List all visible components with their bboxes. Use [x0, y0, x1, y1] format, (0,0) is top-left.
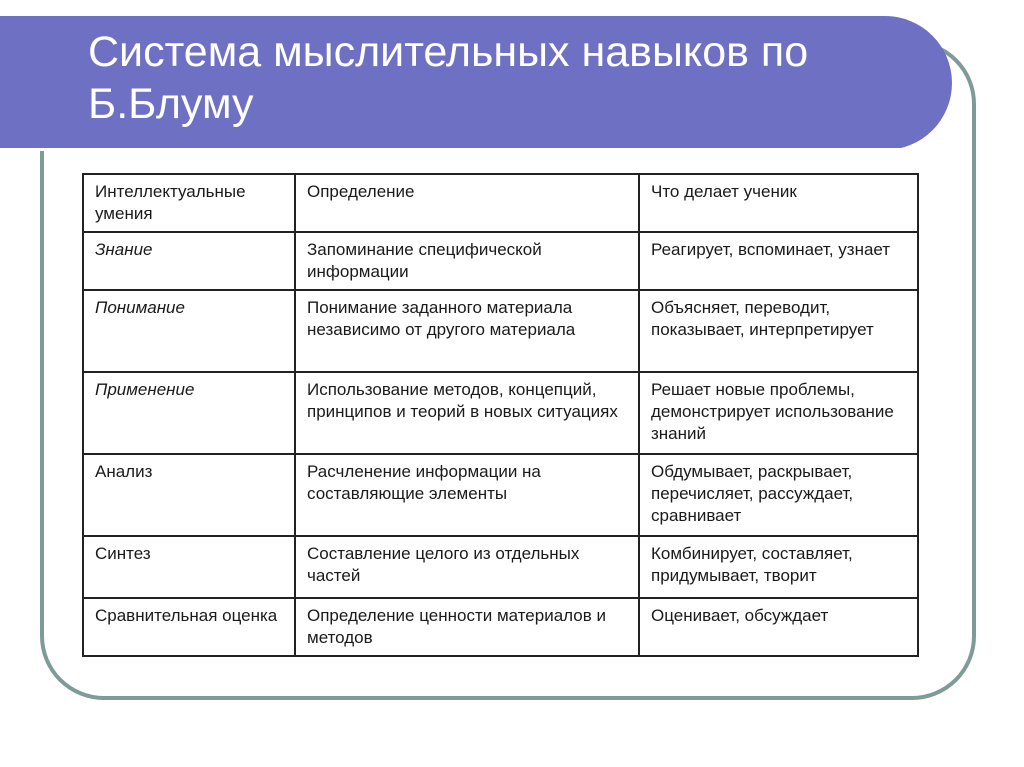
table-row — [83, 454, 918, 536]
header-student-actions: Что делает ученик — [639, 174, 918, 232]
skill-cell: Понимание — [83, 290, 295, 372]
table-row — [83, 598, 918, 656]
definition-cell: Запоминание специфической информации — [295, 232, 639, 290]
student-actions-cell: Оценивает, обсуждает — [639, 598, 918, 656]
slide-title: Система мыслительных навыков по Б.Блуму — [88, 28, 809, 128]
bloom-skills-table — [82, 173, 919, 657]
definition-cell: Понимание заданного материала независимо от другого материала — [295, 290, 639, 372]
definition-cell: Расчленение информации на составляющие элементы — [295, 454, 639, 536]
title-underline — [0, 148, 910, 151]
skill-cell: Синтез — [83, 536, 295, 598]
skill-cell: Сравнительная оценка — [83, 598, 295, 656]
header-definition: Определение — [295, 174, 639, 232]
table-header-row — [83, 174, 918, 232]
table-row — [83, 232, 918, 290]
table-row — [83, 536, 918, 598]
student-actions-cell: Решает новые проблемы, демонстрирует использование знаний — [639, 372, 918, 454]
header-skills: Интеллектуальные умения — [83, 174, 295, 232]
skill-cell: Применение — [83, 372, 295, 454]
table-row — [83, 372, 918, 454]
definition-cell: Составление целого из отдельных частей — [295, 536, 639, 598]
skill-cell: Анализ — [83, 454, 295, 536]
definition-cell: Использование методов, концепций, принципов и теорий в новых ситуациях — [295, 372, 639, 454]
definition-cell: Определение ценности материалов и методов — [295, 598, 639, 656]
student-actions-cell: Объясняет, переводит, показывает, интерпретирует — [639, 290, 918, 372]
table-row — [83, 290, 918, 372]
student-actions-cell: Комбинирует, составляет, придумывает, творит — [639, 536, 918, 598]
skill-cell: Знание — [83, 232, 295, 290]
student-actions-cell: Реагирует, вспоминает, узнает — [639, 232, 918, 290]
student-actions-cell: Обдумывает, раскрывает, перечисляет, рассуждает, сравнивает — [639, 454, 918, 536]
